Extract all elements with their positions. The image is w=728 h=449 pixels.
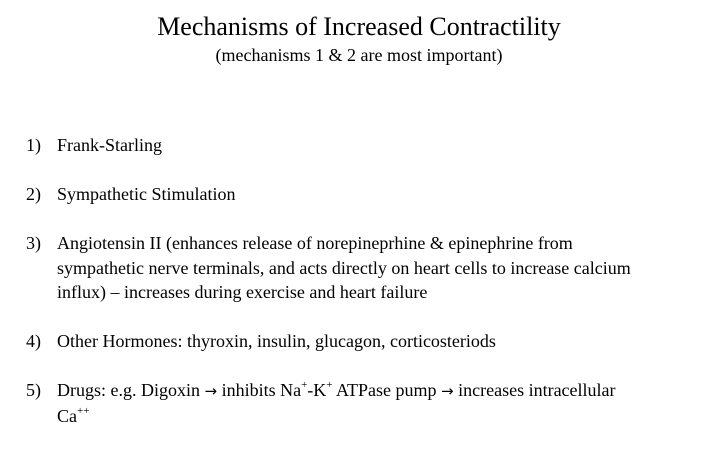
list-item [26, 182, 716, 207]
text-segment: Drugs: e.g. Digoxin [57, 380, 205, 400]
item-number: 4) [26, 331, 41, 351]
superscript: + [301, 379, 308, 391]
slide-subtitle: (mechanisms 1 & 2 are most important) [215, 45, 503, 65]
list-item [26, 329, 716, 354]
item-text: Sympathetic Stimulation [57, 184, 236, 204]
superscript: ++ [77, 404, 90, 417]
item-text [57, 378, 716, 428]
superscript: + [326, 379, 333, 391]
list-item [26, 378, 716, 428]
mechanism-list [26, 133, 716, 428]
item-number: 5) [26, 380, 41, 400]
list-item [26, 231, 716, 305]
text-segment: increases intracellular [453, 380, 616, 400]
text-segment: -K [307, 380, 327, 400]
text-segment: inhibits Na [217, 380, 302, 400]
item-text: Frank-Starling [57, 135, 162, 155]
item-text: Other Hormones: thyroxin, insulin, glucagon, corticosteriods [57, 331, 496, 351]
slide-title: Mechanisms of Increased Contractility [157, 12, 561, 41]
item-number: 1) [26, 135, 41, 155]
item-number: 3) [26, 233, 41, 253]
item-text-line: sympathetic nerve terminals, and acts directly on heart cells to increase calcium [57, 257, 631, 278]
text-segment: ATPase pump [332, 380, 442, 400]
text-segment: Ca [57, 405, 77, 426]
list-item [26, 133, 716, 158]
item-number: 2) [26, 184, 41, 204]
item-text-line: influx) – increases during exercise and heart failure [57, 282, 428, 302]
right-arrow-icon: → [204, 382, 218, 400]
right-arrow-icon: → [441, 382, 454, 400]
item-text-line: Angiotensin II (enhances release of norepineprhine & epinephrine from [57, 233, 573, 253]
item-text [57, 231, 716, 305]
